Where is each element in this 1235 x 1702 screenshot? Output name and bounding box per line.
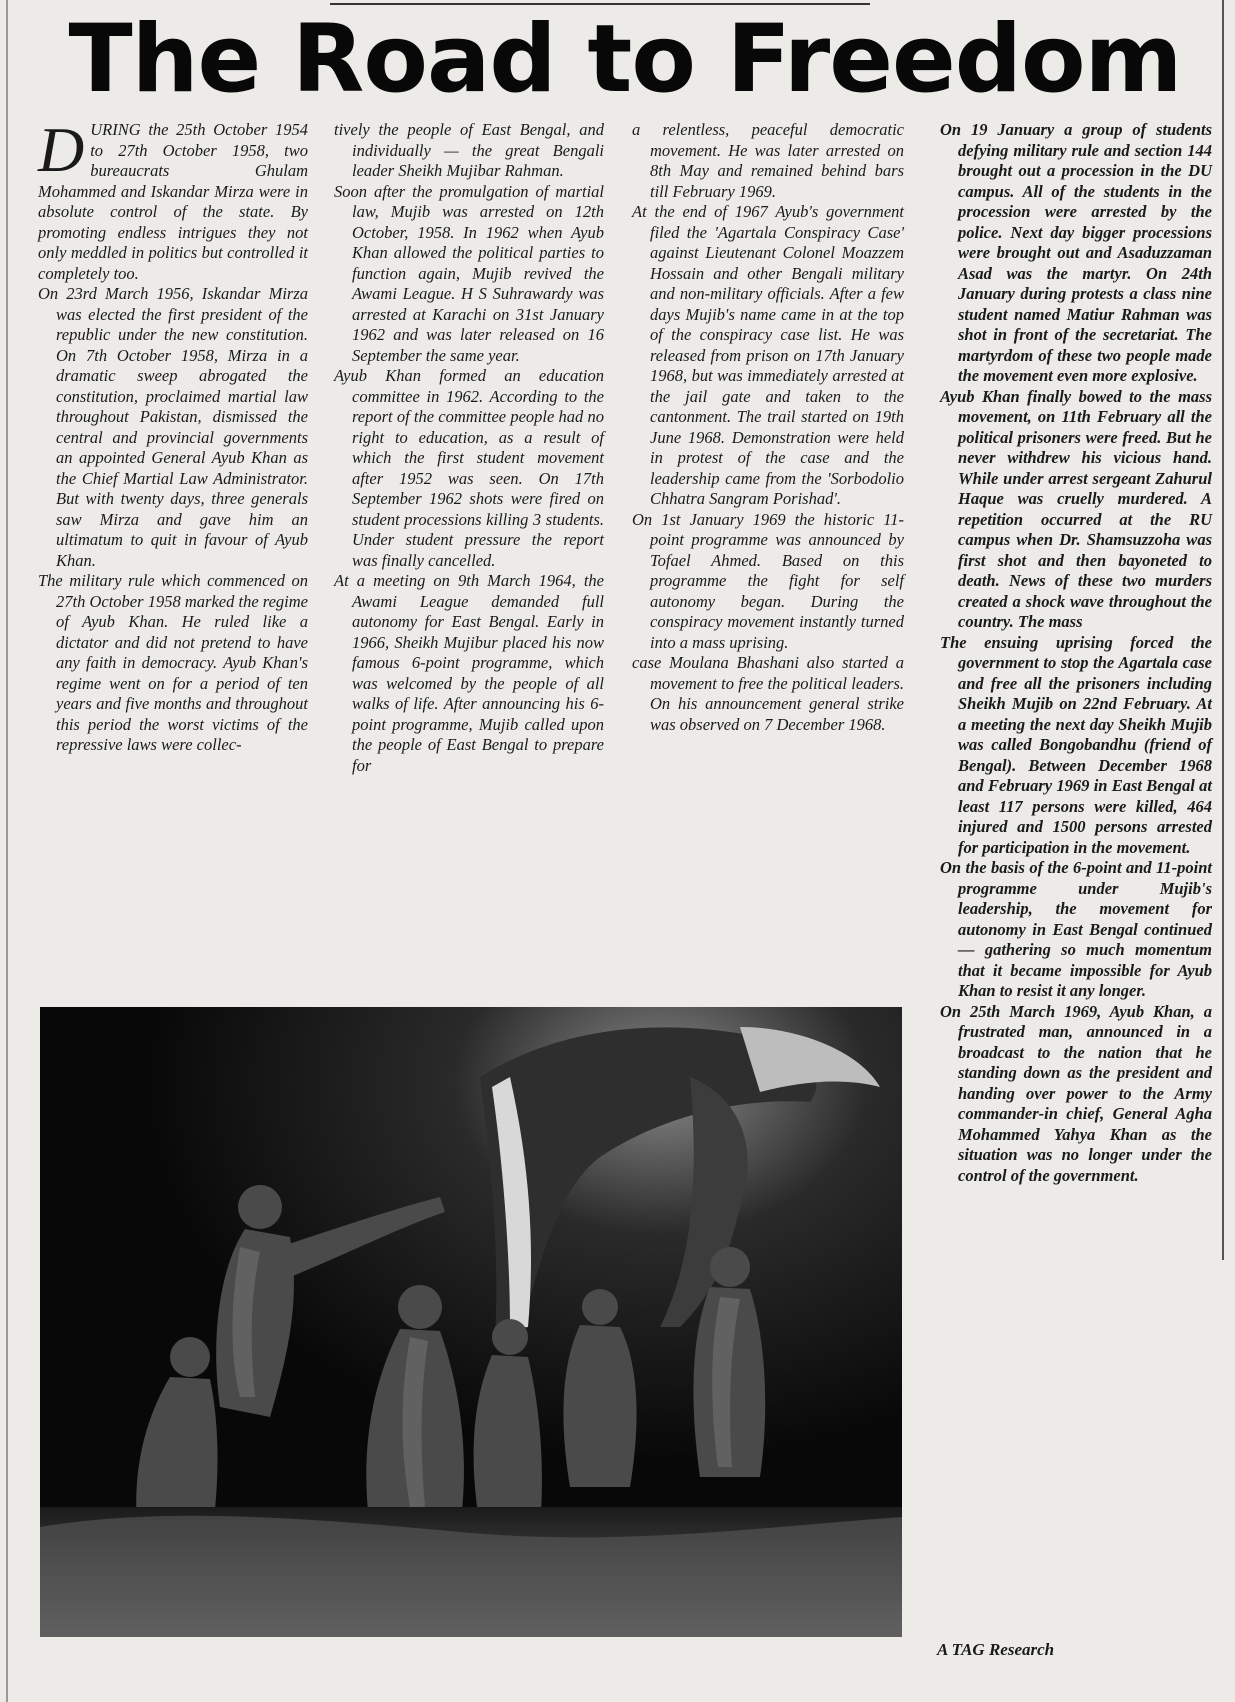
article-column-2: [334, 120, 604, 776]
paragraph: On 19 January a group of students defying military rule and section 144 brought out a procession in the DU campus. All of the students in the procession were arrested by the police. Next day bigger processions were brought out and Asaduzzaman Asad was the martyr. On 24th January during protests a class nine student named Matiur Rahman was shot in front of the secretariat. The martyrdom of these two people made the movement even more explosive.: [940, 120, 1212, 385]
paragraph: Ayub Khan formed an education committee in 1962. According to the report of the committee people had no right to education, as a result of which the first student movement after 1952 was seen. On 17th September 1962 shots were fired on student processions killing 3 students. Under student pressure the report was finally cancelled.: [334, 366, 604, 570]
drop-cap: D: [38, 114, 85, 185]
paragraph: case Moulana Bhashani also started a movement to free the political leaders. On his announcement general strike was observed on 7 December 1968.: [632, 653, 904, 734]
article-column-4: [940, 120, 1212, 1186]
paragraph: a relentless, peaceful democratic movement. He was later arrested on 8th May and remained behind bars till February 1969.: [632, 120, 904, 201]
paragraph: Soon after the promulgation of martial law, Mujib was arrested on 12th October, 1958. In 1962 when Ayub Khan allowed the political parties to function again, Mujib revived the Awami League. H S Suhrawardy was arrested at Karachi on 31st January 1962 and was later released on 16 September the same year.: [334, 181, 604, 365]
paragraph: Ayub Khan finally bowed to the mass movement, on 11th February all the political prisoners were freed. But he never withdrew his vicious hand. While under arrest sergeant Zahurul Haque was cruelly murdered. A repetition occurred at the RU campus when Dr. Shamsuzzoha was first shot and then bayoneted to death. News of these two murders created a shock wave throughout the country. The mass: [940, 386, 1212, 631]
paragraph: On the basis of the 6-point and 11-point programme under Mujib's leadership, the movement for autonomy in East Bengal continued — gathering so much momentum that it became impossible for Ayub Khan to resist it any longer.: [940, 858, 1212, 1000]
paragraph: On 25th March 1969, Ayub Khan, a frustrated man, announced in a broadcast to the nation that he standing down as the president and handing over power to the Army commander-in chief, General Agha Mohammed Yahya Khan as the situation was no longer under the control of the government.: [940, 1001, 1212, 1185]
paragraph: DURING the 25th October 1954 to 27th October 1958, two bureaucrats Ghulam Mohammed and Iskandar Mirza were in absolute control of the state. By promoting endless intrigues they not only meddled in politics but controlled it completely too.: [38, 114, 308, 283]
paragraph: On 23rd March 1956, Iskandar Mirza was elected the first president of the republic under the new constitution. On 7th October 1958, Mirza in a dramatic sweep abrogated the constitution, proclaimed martial law throughout Pakistan, dismissed the central and provincial governments an appointed General Ayub Khan as the Chief Martial Law Administrator. But with twenty days, three generals saw Mirza and gave him an ultimatum to quit in favour of Ayub Khan.: [38, 284, 308, 570]
sculpture-photo: [40, 1007, 902, 1637]
paragraph: On 1st January 1969 the historic 11-point programme was announced by Tofael Ahmed. Based on this programme the fight for self autonomy began. During the conspiracy movement instantly turned into a mass uprising.: [632, 509, 904, 652]
paragraph: At a meeting on 9th March 1964, the Awami League demanded full autonomy for East Bengal. Early in 1966, Sheikh Mujibur placed his now famous 6-point programme, which was welcomed by the people of all walks of life. After announcing his 6-point programme, Mujib called upon the people of East Bengal to prepare for: [334, 571, 604, 775]
paragraph: The ensuing uprising forced the government to stop the Agartala case and free all the prisoners including Sheikh Mujib on 22nd February. At a meeting the next day Sheikh Mujib was called Bongobandhu (friend of Bengal). Between December 1968 and February 1969 in East Bengal at least 117 persons were killed, 464 injured and 1500 persons arrested for participation in the movement.: [940, 632, 1212, 857]
sculpture-photo-icon: [40, 1007, 902, 1637]
paragraph: The military rule which commenced on 27th October 1958 marked the regime of Ayub Khan. He ruled like a dictator and did not pretend to have any faith in democracy. Ayub Khan's regime went on for a period of ten years and five months and throughout this period the worst victims of the repressive laws were collec-: [38, 571, 308, 754]
article-column-1: [38, 114, 308, 756]
article-credit: A TAG Research: [937, 1640, 1055, 1659]
paragraph: tively the people of East Bengal, and individually — the great Bengali leader Sheikh Mujibar Rahman.: [334, 120, 604, 180]
paragraph: At the end of 1967 Ayub's government filed the 'Agartala Conspiracy Case' against Lieutenant Colonel Moazzem Hossain and other Bengali military and non-military officials. After a few days Mujib's name came in at the top of the conspiracy case list. He was released from prison on 17th January 1968, but was immediately arrested at the jail gate and taken to the cantonment. The trail started on 19th June 1968. Demonstration were held in protest of the case and the leadership came from the 'Sorbodolio Chhatra Sangram Porishad'.: [632, 202, 904, 508]
headline: The Road to Freedom: [68, 5, 1182, 114]
article-column-3: [632, 120, 904, 735]
page-edge: [6, 0, 8, 1702]
column-rule: [1222, 0, 1224, 1260]
